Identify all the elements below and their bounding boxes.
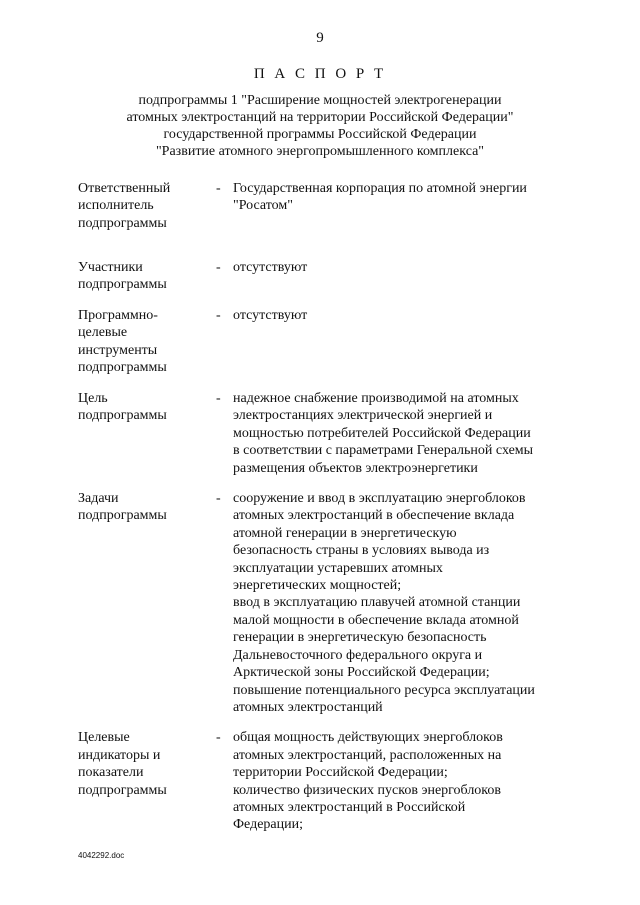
value-line: ввод в эксплуатацию плавучей атомной станции [233,595,521,611]
row-dash: - [216,308,221,323]
subtitle [0,92,640,160]
label-line: индикаторы и [78,747,161,763]
value-line: размещения объектов электроэнергетики [233,460,478,476]
row-value [233,490,578,716]
value-line: Государственная корпорация по атомной энергии [233,181,527,196]
label-line: подпрограммы [78,360,167,376]
row-target-indicators [78,729,578,833]
row-value [233,729,578,833]
label-line: инструменты [78,342,158,358]
row-tasks [78,490,578,716]
value-line: Дальневосточного федерального округа и [233,647,483,663]
label-line: исполнитель [78,198,154,214]
row-dash: - [216,491,221,507]
value-line: безопасность страны в условиях вывода из [233,543,490,559]
passport-table [78,180,578,834]
row-value [233,307,578,377]
value-line: атомной генерации в энергетическую [233,525,457,541]
value-line: территории Российской Федерации; [233,765,448,781]
label-line: Участники [78,260,143,275]
row-label [78,490,208,525]
row-value [233,259,578,294]
row-label [78,307,208,377]
row-value [233,180,578,232]
label-line: целевые [78,325,128,341]
page-number: 9 [316,30,324,46]
row-goal [78,390,578,477]
subtitle-line: атомных электростанций на территории Российской Федерации" [126,110,514,125]
value-line: атомных электростанций в Российской [233,799,466,815]
label-line: подпрограммы [78,782,167,798]
value-line: повышение потенциального ресурса эксплуатации [233,682,535,698]
row-program-instruments [78,307,578,377]
value-line: в соответствии с параметрами Генеральной схемы [233,443,534,459]
row-label [78,390,208,425]
value-line: общая мощность действующих энергоблоков [233,730,503,746]
value-line: малой мощности в обеспечение вклада атомной [233,612,519,628]
value-line: сооружение и ввод в эксплуатацию энергоблоков [233,491,526,507]
value-line: энергетических мощностей; [233,578,402,594]
label-line: Программно- [78,308,158,323]
label-line: подпрограммы [78,408,167,424]
label-line: подпрограммы [78,508,167,524]
value-line: отсутствуют [233,260,308,275]
value-line: атомных электростанций в обеспечение вклада [233,508,515,524]
subtitle-line: "Развитие атомного энергопромышленного комплекса" [155,144,485,159]
value-line: электростанциях электрической энергией и [233,408,493,424]
row-label [78,180,208,232]
label-line: Задачи [78,491,119,507]
value-line: "Росатом" [233,198,293,214]
file-name-footer: 4042292.doc [78,851,125,860]
subtitle-line: подпрограммы 1 "Расширение мощностей электрогенерации [138,93,502,108]
label-line: показатели [78,765,144,781]
document-title: П А С П О Р Т [253,66,387,82]
value-line: Федерации; [233,817,304,833]
value-line: атомных электростанций [233,699,383,715]
label-line: Ответственный [78,181,171,196]
label-line: Целевые [78,730,130,746]
label-line: подпрограммы [78,215,167,231]
value-line: атомных электростанций, расположенных на [233,747,502,763]
row-responsible-executor [78,180,578,232]
value-line: эксплуатации устаревших атомных [233,560,443,576]
row-dash: - [216,181,221,196]
row-participants [78,259,578,294]
subtitle-line: государственной программы Российской Федерации [163,127,477,142]
row-value [233,390,578,477]
row-label [78,729,208,799]
value-line: мощностью потребителей Российской Федерации [233,425,531,441]
row-label [78,259,208,294]
label-line: Цель [78,391,108,406]
value-line: отсутствуют [233,308,308,323]
row-dash: - [216,730,221,746]
row-dash: - [216,260,221,275]
label-line: подпрограммы [78,277,167,293]
value-line: количество физических пусков энергоблоков [233,782,502,798]
row-dash: - [216,391,221,406]
value-line: Арктической зоны Российской Федерации; [233,665,490,681]
value-line: генерации в энергетическую безопасность [233,630,487,646]
value-line: надежное снабжение производимой на атомных [233,391,519,406]
